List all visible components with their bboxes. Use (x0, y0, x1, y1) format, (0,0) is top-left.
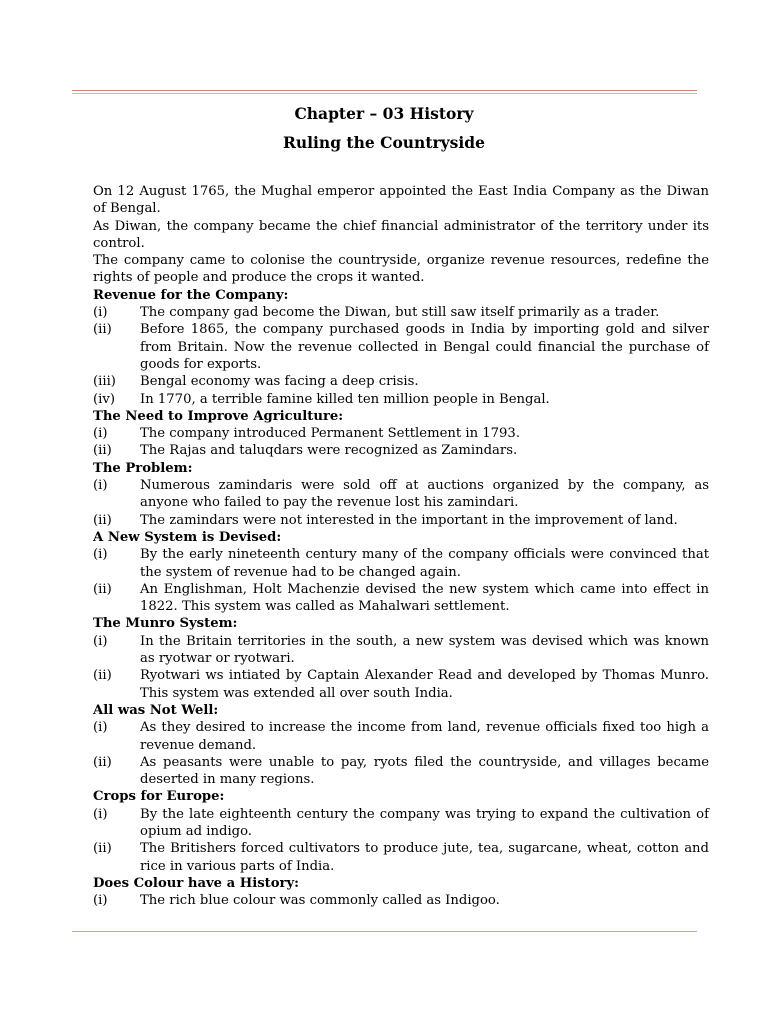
item-text: The zamindars were not interested in the important in the improvement of land. (140, 512, 678, 528)
item-text: Before 1865, the company purchased goods in India by importing gold and silver from Britain. Now the revenue collected in Bengal could financial the purchase of goods for exports. (140, 322, 709, 372)
item-number: (i) (93, 478, 108, 494)
list-item (93, 321, 709, 373)
list-item (93, 667, 709, 702)
item-number: (iii) (93, 374, 116, 390)
intro-paragraph: As Diwan, the company became the chief financial administrator of the territory under its control. (93, 218, 709, 251)
intro-paragraph: On 12 August 1765, the Mughal emperor appointed the East India Company as the Diwan of Bengal. (93, 184, 709, 217)
item-number: (ii) (93, 581, 112, 597)
item-text: Numerous zamindaris were sold off at auctions organized by the company, as anyone who failed to pay the revenue lost his zamindari. (140, 478, 709, 511)
section-heading: A New System is Devised: (93, 529, 282, 545)
item-text: As peasants were unable to pay, ryots filed the countryside, and villages became deserted in many regions. (140, 754, 709, 788)
list-item (93, 719, 709, 754)
item-text: The company introduced Permanent Settlement in 1793. (140, 426, 521, 442)
list-item (93, 892, 709, 909)
item-number: (ii) (93, 322, 112, 338)
item-text: The company gad become the Diwan, but still saw itself primarily as a trader. (140, 305, 660, 321)
section-heading: Does Colour have a History: (93, 875, 300, 891)
item-number: (i) (93, 305, 108, 321)
item-number: (ii) (93, 841, 112, 857)
top-divider-secondary (72, 93, 697, 94)
list-item (93, 581, 709, 616)
section-heading: The Munro System: (93, 616, 238, 632)
list-item (93, 806, 709, 841)
item-number: (i) (93, 720, 108, 736)
list-item (93, 546, 709, 581)
list-item (93, 477, 709, 512)
section-heading: Crops for Europe: (93, 789, 225, 805)
list-item (93, 391, 709, 408)
item-text: By the early nineteenth century many of the company officials were convinced that the system of revenue had to be changed again. (140, 547, 709, 580)
section-heading: Revenue for the Company: (93, 287, 289, 303)
bottom-divider (72, 931, 697, 932)
item-text: By the late eighteenth century the company was trying to expand the cultivation of opium ad indigo. (140, 806, 709, 839)
item-number: (iv) (93, 391, 115, 407)
top-divider (72, 90, 697, 91)
section-heading: All was Not Well: (93, 702, 219, 718)
item-text: Bengal economy was facing a deep crisis. (140, 374, 419, 390)
item-text: In the Britain territories in the south, a new system was devised which was known as ryotwar or ryotwari. (140, 633, 709, 667)
item-text: In 1770, a terrible famine killed ten million people in Bengal. (140, 391, 550, 407)
item-number: (i) (93, 426, 108, 442)
list-item (93, 425, 709, 442)
item-text: The rich blue colour was commonly called as Indigoo. (140, 893, 500, 909)
item-text: Ryotwari ws intiated by Captain Alexander Read and developed by Thomas Munro. This system was extended all over south India. (140, 668, 709, 701)
list-item (93, 373, 709, 390)
section-heading: The Problem: (93, 460, 193, 476)
list-item (93, 633, 709, 668)
list-item (93, 304, 709, 321)
item-number: (ii) (93, 668, 112, 684)
item-number: (i) (93, 893, 108, 909)
list-item (93, 840, 709, 875)
item-number: (ii) (93, 443, 112, 459)
item-text: The Rajas and taluqdars were recognized as Zamindars. (140, 443, 518, 459)
item-text: As they desired to increase the income from land, revenue officials fixed too high a revenue demand. (140, 720, 709, 753)
section-heading: The Need to Improve Agriculture: (93, 408, 344, 424)
item-number: (ii) (93, 512, 112, 528)
item-number: (i) (93, 547, 108, 563)
item-number: (ii) (93, 754, 112, 770)
list-item (93, 754, 709, 789)
item-text: The Britishers forced cultivators to produce jute, tea, sugarcane, wheat, cotton and rice in various parts of India. (140, 841, 709, 874)
item-text: An Englishman, Holt Machenzie devised the new system which came into effect in 1822. This system was called as Mahalwari settlement. (140, 581, 709, 615)
chapter-title: Chapter – 03 History (294, 104, 474, 123)
list-item (93, 442, 709, 459)
item-number: (i) (93, 806, 108, 822)
intro-paragraph: The company came to colonise the countryside, organize revenue resources, redefine the rights of people and produce the crops it wanted. (93, 253, 709, 286)
page-subtitle: Ruling the Countryside (283, 133, 485, 152)
item-number: (i) (93, 633, 108, 649)
document-body (93, 183, 709, 909)
list-item (93, 512, 709, 529)
